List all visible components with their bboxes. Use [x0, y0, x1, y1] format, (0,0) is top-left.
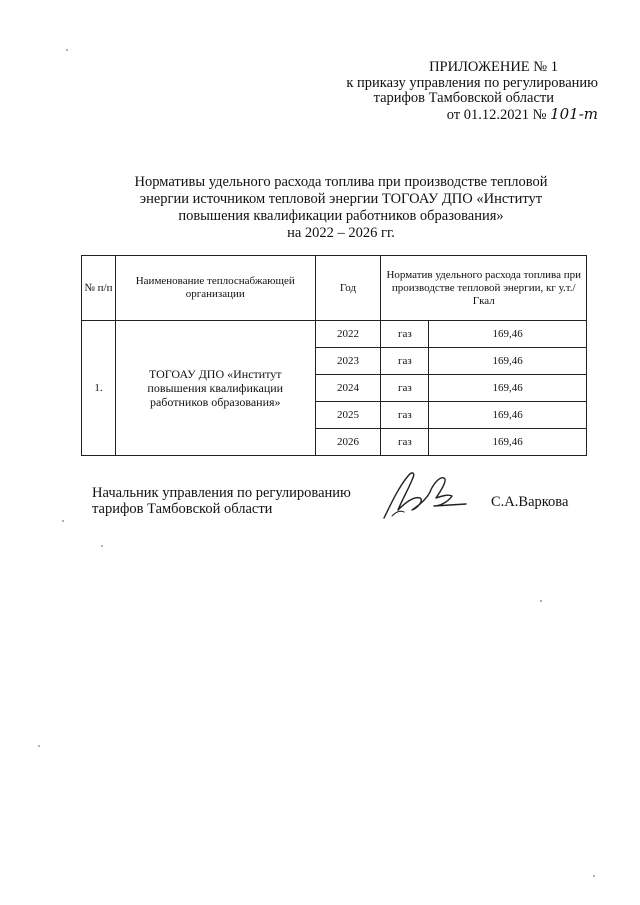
handwritten-signature: [378, 466, 470, 524]
signatory-position: [92, 486, 351, 517]
position-line-1: Начальник управления по регулированию: [92, 485, 351, 501]
header-name: Наименование теплоснабжающей организации: [115, 256, 315, 321]
table-header-row: [82, 256, 587, 321]
scan-speck: [66, 49, 68, 51]
annex-date-line: [346, 104, 598, 124]
position-line-2: тарифов Тамбовской области: [92, 500, 273, 517]
scan-speck: [101, 545, 103, 547]
scan-speck: [540, 600, 542, 602]
year-cell: 2026: [315, 429, 381, 456]
fuel-cell: газ: [381, 375, 429, 402]
norms-table: [81, 255, 587, 456]
scan-speck: [38, 745, 40, 747]
value-cell: 169,46: [429, 375, 587, 402]
annex-header: [346, 60, 598, 123]
header-norm: Норматив удельного расхода топлива при производстве тепловой энергии, кг у.т./Гкал: [381, 256, 587, 321]
value-cell: 169,46: [429, 429, 587, 456]
annex-date: от 01.12.2021 №: [446, 106, 547, 123]
fuel-cell: газ: [381, 402, 429, 429]
year-cell: 2022: [315, 321, 381, 348]
fuel-cell: газ: [381, 429, 429, 456]
scan-speck: [593, 875, 595, 877]
value-cell: 169,46: [429, 402, 587, 429]
header-num: № п/п: [82, 256, 116, 321]
title-line-2: энергии источником тепловой энергии ТОГОАУ ДПО «Институт: [139, 191, 543, 207]
annex-authority: тарифов Тамбовской области: [373, 90, 554, 106]
organization-name: ТОГОАУ ДПО «Институт повышения квалификации работников образования»: [115, 321, 315, 456]
value-cell: 169,46: [429, 321, 587, 348]
handwritten-order-number: 101-т: [550, 104, 598, 123]
annex-order-ref: к приказу управления по регулированию: [346, 74, 598, 91]
title-line-1: Нормативы удельного расхода топлива при производстве тепловой: [134, 174, 548, 190]
scan-speck: [62, 520, 64, 522]
title-line-3: повышения квалификации работников образования»: [178, 208, 504, 224]
year-cell: 2025: [315, 402, 381, 429]
value-cell: 169,46: [429, 348, 587, 375]
fuel-cell: газ: [381, 348, 429, 375]
signatory-name: С.А.Варкова: [491, 494, 569, 510]
table-row: [82, 321, 587, 348]
fuel-cell: газ: [381, 321, 429, 348]
year-cell: 2023: [315, 348, 381, 375]
title-line-4: на 2022 – 2026 гг.: [287, 225, 395, 241]
row-number: 1.: [82, 321, 116, 456]
document-title: [0, 174, 640, 242]
year-cell: 2024: [315, 375, 381, 402]
annex-title: ПРИЛОЖЕНИЕ № 1: [429, 59, 558, 75]
header-year: Год: [315, 256, 381, 321]
